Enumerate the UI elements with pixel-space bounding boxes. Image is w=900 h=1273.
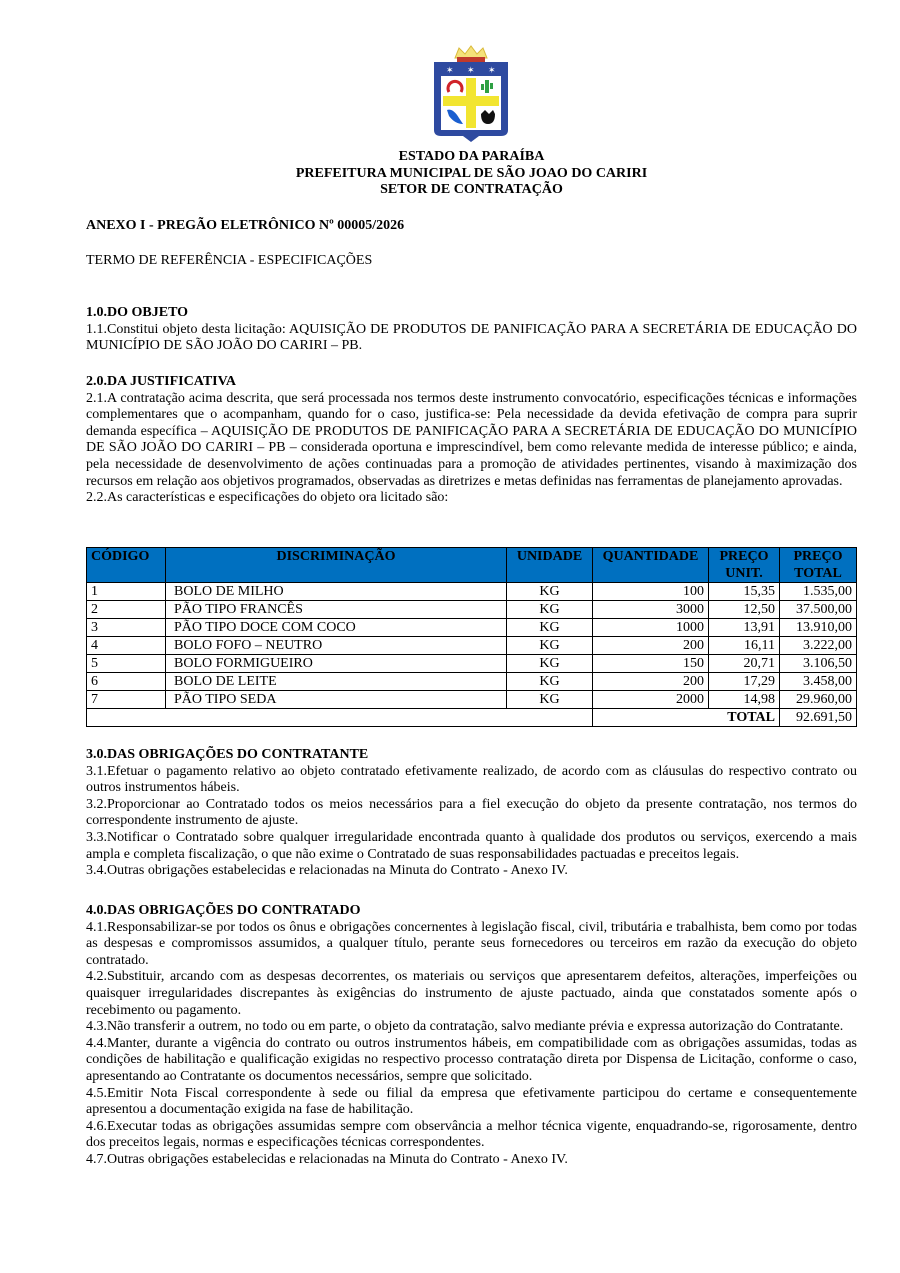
table-cell: 15,35 <box>709 583 780 601</box>
table-cell: 3.222,00 <box>780 637 857 655</box>
header-prefecture: PREFEITURA MUNICIPAL DE SÃO JOAO DO CARIRI <box>295 165 648 181</box>
section-contractor-obligations <box>86 747 857 880</box>
table-cell: 200 <box>593 637 709 655</box>
table-cell: BOLO FORMIGUEIRO <box>166 655 507 673</box>
table-row <box>87 583 857 601</box>
table-cell: 2000 <box>593 691 709 709</box>
section-title: 1.0.DO OBJETO <box>86 305 189 320</box>
table-cell: KG <box>507 619 593 637</box>
table-cell: 1 <box>87 583 166 601</box>
table-row <box>87 637 857 655</box>
table-cell: 2 <box>87 601 166 619</box>
table-cell: 3000 <box>593 601 709 619</box>
table-row <box>87 619 857 637</box>
section-contracted-obligations <box>86 903 857 1169</box>
paragraph: 4.5.Emitir Nota Fiscal correspondente à sede ou filial da empresa que efetivamente participou do certame e consequentemente apresentou a documentação exigida na fase de habilitação. <box>86 1085 857 1118</box>
table-cell: 37.500,00 <box>780 601 857 619</box>
paragraph: 4.1.Responsabilizar-se por todos os ônus e obrigações concernentes à legislação fiscal, civil, tributária e trabalhista, bem como por todas as despesas e compromissos assumidos, a qualquer título, perante seus fornecedores ou terceiros em razão da execução do objeto contratado. <box>86 919 857 968</box>
table-cell: 13.910,00 <box>780 619 857 637</box>
table-row <box>87 655 857 673</box>
empty-cell <box>87 709 593 727</box>
svg-text:✶: ✶ <box>446 65 454 75</box>
table-cell: KG <box>507 655 593 673</box>
header-sector: SETOR DE CONTRATAÇÃO <box>380 182 563 198</box>
table-cell: 17,29 <box>709 673 780 691</box>
paragraph: 2.1.A contratação acima descrita, que será processada nos termos deste instrumento convocatório, especificações técnicas e informações complementares que o acompanham, quando for o caso, justifica-se: Pela necessidade da devida efetivação de compra para suprir demanda específica – AQUISIÇÃO DE PRODUTOS DE PANIFICAÇÃO PARA A SECRETÁRIA DE EDUCAÇÃO DO MUNICÍPIO DE SÃO JOÃO DO CARIRI – PB – considerada oportuna e imprescindível, bem como relevante medida de interesse público; e ainda, pela necessidade de desenvolvimento de ações continuadas para a promoção de atividades pertinentes, visando à maximização dos recursos em relação aos objetivos programados, observadas as diretrizes e metas definidas nas ferramentas de planejamento aprovadas. <box>86 390 857 489</box>
table-cell: BOLO FOFO – NEUTRO <box>166 637 507 655</box>
document-subtitle: TERMO DE REFERÊNCIA - ESPECIFICAÇÕES <box>86 253 373 268</box>
paragraph: 3.2.Proporcionar ao Contratado todos os meios necessários para a fiel execução do objeto da presente contratação, nos termos do correspondente instrumento de ajuste. <box>86 796 857 829</box>
total-value: 92.691,50 <box>780 709 857 727</box>
annex-title: ANEXO I - PREGÃO ELETRÔNICO Nº 00005/2026 <box>86 218 405 233</box>
svg-text:✶: ✶ <box>467 65 475 75</box>
table-cell: PÃO TIPO FRANCÊS <box>166 601 507 619</box>
paragraph: 4.6.Executar todas as obrigações assumidas sempre com observância a melhor técnica vigente, enquadrando-se, rigorosamente, dentro dos preceitos legais, normas e especificações técnicas correspondentes. <box>86 1118 857 1151</box>
header-state: ESTADO DA PARAÍBA <box>398 149 545 164</box>
table-cell: 5 <box>87 655 166 673</box>
col-unit-price: PREÇO UNIT. <box>709 548 780 583</box>
section-title: 3.0.DAS OBRIGAÇÕES DO CONTRATANTE <box>86 747 369 762</box>
table-cell: 13,91 <box>709 619 780 637</box>
table-cell: PÃO TIPO DOCE COM COCO <box>166 619 507 637</box>
table-cell: KG <box>507 601 593 619</box>
table-cell: KG <box>507 673 593 691</box>
table-cell: 14,98 <box>709 691 780 709</box>
table-cell: BOLO DE MILHO <box>166 583 507 601</box>
table-cell: 6 <box>87 673 166 691</box>
table-cell: 3 <box>87 619 166 637</box>
table-row <box>87 673 857 691</box>
table-cell: PÃO TIPO SEDA <box>166 691 507 709</box>
paragraph: 4.2.Substituir, arcando com as despesas decorrentes, os materiais ou serviços que apresentarem defeitos, alterações, imperfeições ou quaisquer irregularidades discrepantes às exigências do instrumento de ajuste pactuado, ainda que constatados somente após o recebimento ou pagamento. <box>86 969 857 1018</box>
paragraph: 3.4.Outras obrigações estabelecidas e relacionadas na Minuta do Contrato - Anexo IV. <box>86 863 568 879</box>
col-code: CÓDIGO <box>87 548 166 583</box>
paragraph: 4.3.Não transferir a outrem, no todo ou em parte, o objeto da contratação, salvo mediante prévia e expressa autorização do Contratante. <box>86 1019 844 1035</box>
paragraph: 2.2.As características e especificações do objeto ora licitado são: <box>86 490 449 506</box>
municipal-coat-of-arms-logo <box>431 44 511 144</box>
table-cell: KG <box>507 691 593 709</box>
section-object <box>86 305 857 355</box>
section-title: 4.0.DAS OBRIGAÇÕES DO CONTRATADO <box>86 903 361 918</box>
table-cell: 4 <box>87 637 166 655</box>
section-justification <box>86 374 857 507</box>
items-table <box>86 547 857 727</box>
col-unit: UNIDADE <box>507 548 593 583</box>
table-cell: KG <box>507 583 593 601</box>
table-cell: 3.458,00 <box>780 673 857 691</box>
table-cell: 7 <box>87 691 166 709</box>
paragraph: 4.4.Manter, durante a vigência do contrato ou outros instrumentos hábeis, em compatibilidade com as obrigações assumidas, todas as condições de habilitação e qualificação exigidas no respectivo processo contratação direta por Dispensa de Licitação, conforme o caso, apresentando ao Contratante os documentos necessários, sempre que solicitado. <box>86 1035 857 1084</box>
table-row <box>87 601 857 619</box>
table-cell: KG <box>507 637 593 655</box>
document-header <box>86 149 857 199</box>
table-cell: 100 <box>593 583 709 601</box>
paragraph: 3.1.Efetuar o pagamento relativo ao objeto contratado efetivamente realizado, de acordo com as cláusulas do respectivo contrato ou outros instrumentos hábeis. <box>86 763 857 796</box>
table-cell: 200 <box>593 673 709 691</box>
table-cell: 29.960,00 <box>780 691 857 709</box>
total-row <box>87 709 857 727</box>
table-header-row <box>87 548 857 583</box>
table-row <box>87 691 857 709</box>
col-total-price: PREÇO TOTAL <box>780 548 857 583</box>
svg-text:✶: ✶ <box>488 65 496 75</box>
table-cell: 12,50 <box>709 601 780 619</box>
table-cell: 20,71 <box>709 655 780 673</box>
paragraph: 3.3.Notificar o Contratado sobre qualquer irregularidade encontrada quanto à qualidade dos produtos ou serviços, exercendo a mais ampla e completa fiscalização, o que não exime o Contratado de suas responsabilidades pactuadas e preceitos legais. <box>86 829 857 862</box>
col-description: DISCRIMINAÇÃO <box>166 548 507 583</box>
paragraph: 4.7.Outras obrigações estabelecidas e relacionadas na Minuta do Contrato - Anexo IV. <box>86 1151 568 1167</box>
table-cell: 1000 <box>593 619 709 637</box>
items-table-wrapper <box>86 547 857 727</box>
table-cell: 16,11 <box>709 637 780 655</box>
section-title: 2.0.DA JUSTIFICATIVA <box>86 374 237 389</box>
paragraph: 1.1.Constitui objeto desta licitação: AQUISIÇÃO DE PRODUTOS DE PANIFICAÇÃO PARA A SECRETÁRIA DE EDUCAÇÃO DO MUNICÍPIO DE SÃO JOÃO DO CARIRI – PB. <box>86 321 857 354</box>
col-quantity: QUANTIDADE <box>593 548 709 583</box>
total-label: TOTAL <box>593 709 780 727</box>
table-cell: 3.106,50 <box>780 655 857 673</box>
table-cell: 150 <box>593 655 709 673</box>
table-cell: BOLO DE LEITE <box>166 673 507 691</box>
table-cell: 1.535,00 <box>780 583 857 601</box>
